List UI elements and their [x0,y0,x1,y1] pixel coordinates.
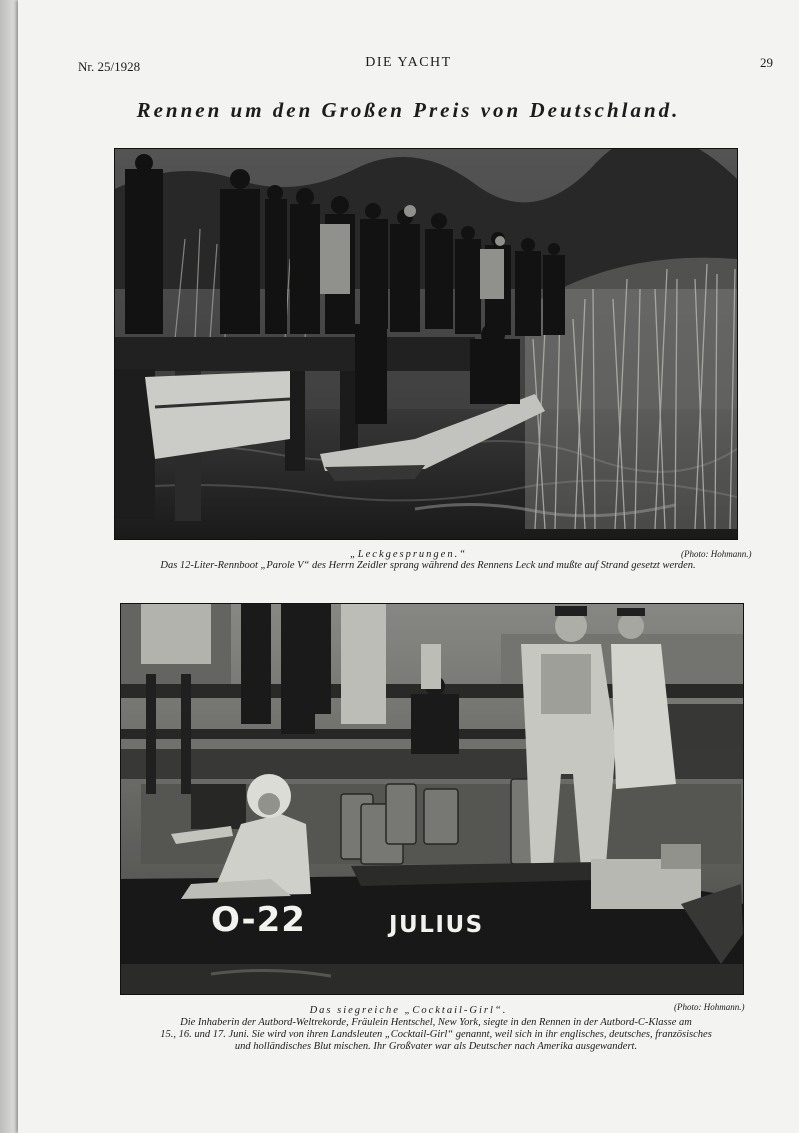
magazine-page [18,0,799,1133]
page-edge [0,0,18,1133]
photo2-credit: (Photo: Hohmann.) [674,1002,745,1012]
photo2-caption-line: Die Inhaberin der Autbord-Weltrekorde, Fräulein Hentschel, New York, siegte in den Rennen in der Autbord-C-Klasse am [180,1017,692,1028]
photo2-caption-line: und holländisches Blut mischen. Ihr Großvater war als Deutscher nach Amerika ausgewandert. [234,1041,638,1052]
photo2-caption-title: Das siegreiche „Cocktail-Girl“. [309,1005,508,1016]
photo1-caption-title: „Leckgesprungen.“ [349,549,468,560]
journal-name: DIE YACHT [365,55,452,70]
photo-leaking-boat [114,148,738,540]
issue-number: Nr. 25/1928 [78,59,141,74]
photo-leaking-boat-image [115,149,737,539]
page-header [18,55,799,75]
photo2-caption-line: 15., 16. und 17. Juni. Sie wird von ihren Landsleuten „Cocktail-Girl“ genannt, weil sich in ihr englisches, deutsches, französisches [160,1029,712,1040]
photo1-caption: Das 12-Liter-Rennboot „Parole V“ des Herrn Zeidler sprang während des Rennens Leck und mußte auf Strand gesetzt werden. [160,560,696,571]
boat-name: JULIUS [389,912,484,938]
page-number: 29 [760,55,773,70]
photo2-caption [96,1017,776,1053]
boat-number: O-22 [211,900,306,940]
page-title: Rennen um den Großen Preis von Deutschland. [136,98,681,122]
photo1-credit: (Photo: Hohmann.) [681,549,752,559]
photo-cocktail-girl [120,603,744,995]
